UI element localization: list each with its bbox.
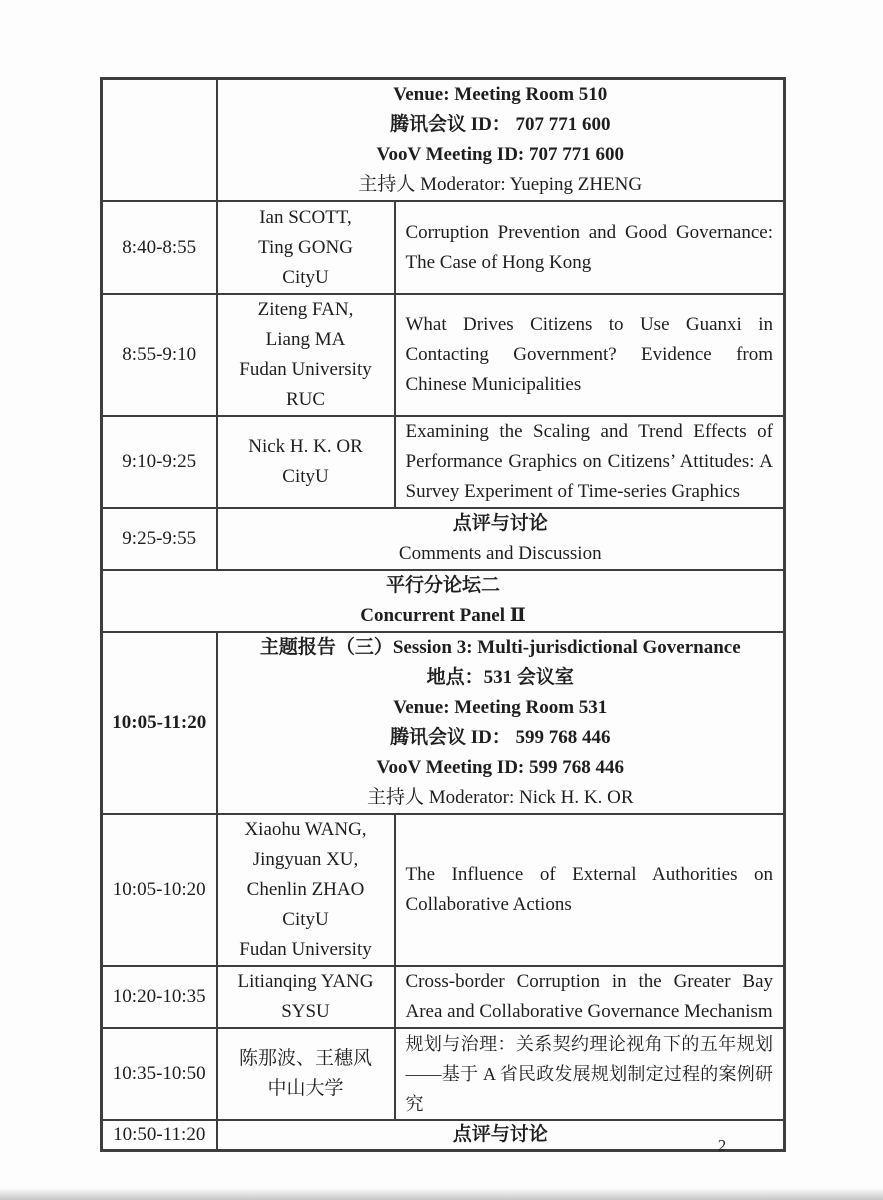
session-title-line: 主题报告（三）Session 3: Multi-jurisdictional Governance [259, 637, 741, 658]
discussion-cell [217, 1120, 785, 1151]
table-row-panel-banner [102, 570, 785, 632]
time-cell: 10:05-10:20 [102, 814, 217, 966]
speaker-line: Jingyuan XU, [252, 849, 359, 870]
speaker-line: 陈那波、王穗风 [238, 1048, 372, 1069]
moderator-line: 主持人 Moderator: Yueping ZHENG [358, 174, 643, 195]
discussion-label-en: Comments and Discussion [398, 543, 602, 564]
paper-title-cell: The Influence of External Authorities on Collaborative Actions [395, 814, 785, 966]
table-row-header-510 [102, 79, 785, 202]
location-line: 地点：531 会议室 [426, 667, 574, 688]
panel-banner-cell [102, 570, 785, 632]
table-row [102, 294, 785, 416]
speaker-cell [217, 201, 395, 294]
speaker-cell [217, 966, 395, 1028]
speaker-cell [217, 814, 395, 966]
speaker-line: 中山大学 [267, 1078, 344, 1099]
speaker-line: RUC [285, 389, 326, 410]
paper-title-cell: Cross-border Corruption in the Greater Bay Area and Collaborative Governance Mechanism [395, 966, 785, 1028]
speaker-line: Litianqing YANG [237, 971, 374, 992]
table-row [102, 416, 785, 508]
schedule-table [100, 77, 786, 1152]
speaker-line: Ting GONG [258, 236, 353, 258]
speaker-line: Ziteng FAN, [257, 299, 354, 320]
tencent-meeting-id-line: 腾讯会议 ID： 599 768 446 [389, 727, 611, 748]
speaker-line: CityU [282, 466, 329, 487]
table-row-header-session3 [102, 632, 785, 814]
speaker-line: Liang MA [265, 329, 346, 350]
scan-shadow [0, 1188, 883, 1200]
venue-line: Venue: Meeting Room 510 [393, 84, 608, 105]
paper-title-cell: Corruption Prevention and Good Governance: The Case of Hong Kong [395, 201, 785, 294]
time-cell: 8:40-8:55 [102, 201, 217, 294]
time-cell: 9:25-9:55 [102, 508, 217, 570]
time-cell: 9:10-9:25 [102, 416, 217, 508]
page-number: 2 [717, 1136, 727, 1155]
speaker-line: Nick H. K. OR [248, 436, 363, 457]
paper-title-cell: What Drives Citizens to Use Guanxi in Contacting Government? Evidence from Chinese Municipalities [395, 294, 785, 416]
panel-title-zh: 平行分论坛二 [386, 575, 501, 596]
voov-meeting-id-line: VooV Meeting ID: 599 768 446 [376, 757, 625, 778]
venue-line: Venue: Meeting Room 531 [393, 697, 608, 718]
moderator-line: 主持人 Moderator: Nick H. K. OR [367, 787, 634, 808]
table-row-discussion [102, 508, 785, 570]
discussion-label-zh: 点评与讨论 [452, 1124, 548, 1145]
table-row [102, 814, 785, 966]
time-cell: 10:35-10:50 [102, 1028, 217, 1120]
speaker-cell [217, 1028, 395, 1120]
speaker-line: Fudan University [239, 359, 372, 380]
discussion-label-zh: 点评与讨论 [452, 513, 548, 534]
speaker-cell [217, 294, 395, 416]
time-cell: 10:05-11:20 [102, 632, 217, 814]
session-510-info-cell [217, 79, 785, 202]
time-cell: 10:50-11:20 [102, 1120, 217, 1151]
speaker-line: Fudan University [239, 939, 372, 960]
speaker-line: CityU [282, 909, 329, 930]
time-cell: 8:55-9:10 [102, 294, 217, 416]
table-row [102, 1028, 785, 1120]
speaker-line: Chenlin ZHAO [246, 879, 365, 900]
paper-title-cell: Examining the Scaling and Trend Effects of Performance Graphics on Citizens’ Attitudes: A Survey Experiment of Time-series Graphics [395, 416, 785, 508]
time-cell-empty [102, 79, 217, 202]
time-cell: 10:20-10:35 [102, 966, 217, 1028]
voov-meeting-id-line: VooV Meeting ID: 707 771 600 [376, 144, 625, 165]
table-row-discussion [102, 1120, 785, 1151]
speaker-line: CityU [282, 266, 329, 288]
speaker-cell [217, 416, 395, 508]
session-3-info-cell [217, 632, 785, 814]
speaker-line: Ian SCOTT, [259, 206, 352, 228]
speaker-line: Xiaohu WANG, [244, 819, 367, 840]
paper-title-cell: 规划与治理：关系契约理论视角下的五年规划——基于 A 省民政发展规划制定过程的案例研究 [395, 1028, 785, 1120]
panel-title-en: Concurrent Panel Ⅱ [360, 605, 526, 626]
tencent-meeting-id-line: 腾讯会议 ID： 707 771 600 [389, 114, 611, 135]
table-row [102, 201, 785, 294]
discussion-cell [217, 508, 785, 570]
speaker-line: SYSU [281, 1001, 330, 1022]
table-row [102, 966, 785, 1028]
